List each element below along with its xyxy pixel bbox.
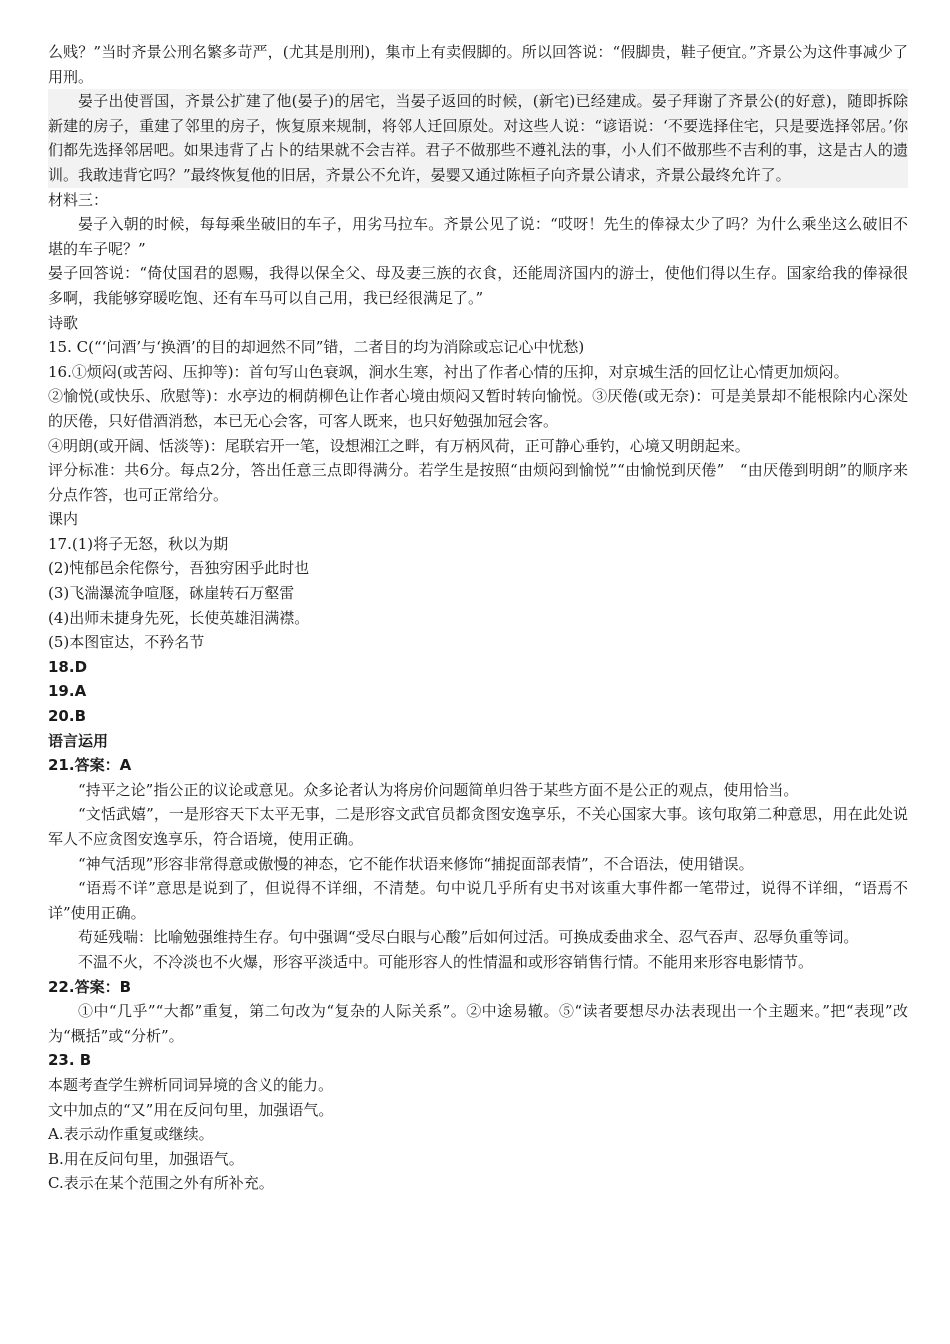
option-c: C.表示在某个范围之外有所补充。	[48, 1174, 274, 1193]
explanation-21-d: “语焉不详”意思是说到了，但说得不详细，不清楚。句中说几乎所有史书对该重大事件都一笔带过，说得不详细，“语焉不详”使用正确。	[48, 879, 908, 922]
answer-18: 18.D	[48, 657, 88, 676]
section-heading-language: 语言运用	[48, 731, 109, 750]
answer-17-5: (5)本图宦达，不矜名节	[48, 633, 205, 652]
paragraph-yanzi-reply: 晏子回答说：“倚仗国君的恩赐，我得以保全父、母及妻三族的衣食，还能周济国内的游士，使他们得以生存。国家给我的俸禄很多啊，我能够穿暖吃饱、还有车马可以自己用，我已经很满足了。”	[48, 264, 908, 307]
explanation-21-e: 苟延残喘：比喻勉强维持生存。句中强调“受尽白眼与心酸”后如何过活。可换成委曲求全、忍气吞声、忍辱负重等词。	[78, 928, 859, 947]
explanation-21-c: “神气活现”形容非常得意或傲慢的神态，它不能作状语来修饰“捕捉面部表情”，不合语法，使用错误。	[78, 854, 754, 873]
answer-19: 19.A	[48, 682, 87, 701]
explanation-23-intro: 本题考查学生辨析同词异境的含义的能力。	[48, 1075, 334, 1094]
answer-20: 20.B	[48, 707, 87, 726]
answer-17-4: (4)出师未捷身先死，长使英雄泪满襟。	[48, 608, 310, 627]
scoring-criteria: 评分标准：共6分。每点2分，答出任意三点即得满分。若学生是按照“由烦闷到愉悦”“由愉悦到厌倦” “由厌倦到明朗”的顺序来分点作答，也可正常给分。	[48, 461, 908, 504]
explanation-23-word: 文中加点的“又”用在反问句里，加强语气。	[48, 1100, 334, 1119]
explanation-21-a: “持平之论”指公正的议论或意见。众多论者认为将房价问题简单归咎于某些方面不是公正的观点，使用恰当。	[78, 780, 799, 799]
answer-16-point-2-3: ②愉悦(或快乐、欣慰等)：水亭边的桐荫柳色让作者心境由烦闷又暂时转向愉悦。③厌倦(或无奈)：可是美景却不能根除内心深处的厌倦，只好借酒消愁，本已无心会客，可客人既来，也只好勉强加冠会客。	[48, 387, 908, 430]
answer-16-point-4: ④明朗(或开阔、恬淡等)：尾联宕开一笔，设想湘江之畔，有万柄风荷，正可静心垂钓，心境又明朗起来。	[48, 436, 750, 455]
explanation-21-b: “文恬武嬉”，一是形容天下太平无事，二是形容文武官员都贪图安逸享乐，不关心国家大事。该句取第二种意思，用在此处说军人不应贪图安逸享乐，符合语境，使用正确。	[48, 805, 908, 848]
paragraph-yanzi-residence: 晏子出使晋国，齐景公扩建了他(晏子)的居宅，当晏子返回的时候，(新宅)已经建成。晏子拜谢了齐景公(的好意)，随即拆除新建的房子，重建了邻里的房子，恢复原来规制，将邻人迁回原处。对这些人说：“谚语说：‘不要选择住宅，只是要选择邻居。’你们都先选择邻居吧。如果违背了占卜的结果就不会吉祥。君子不做那些不遵礼法的事，小人们不做那些不吉利的事，这是古人的遗训。我敢违背它吗？”最终恢复他的旧居，齐景公不允许，晏婴又通过陈桓子向齐景公请求，齐景公最终允许了。	[48, 89, 908, 187]
answer-16-point-1: 16.①烦闷(或苦闷、压抑等)：首句写山色衰飒，涧水生寒，衬出了作者心情的压抑，对京城生活的回忆让心情更加烦闷。	[48, 362, 849, 381]
section-heading-in-class: 课内	[48, 510, 79, 529]
answer-17-2: (2)忳郁邑余侘傺兮，吾独穷困乎此时也	[48, 559, 310, 578]
explanation-22: ①中“几乎”“大都”重复，第二句改为“复杂的人际关系”。②中途易辙。⑤“读者要想尽办法表现出一个主题来。”把“表现”改为“概括”或“分析”。	[48, 1002, 908, 1045]
document-page	[48, 40, 908, 1196]
answer-21-heading: 21.答案：A	[48, 756, 132, 775]
answer-22-heading: 22.答案：B	[48, 977, 132, 996]
answer-17-3: (3)飞湍瀑流争喧豗，砯崖转石万壑雷	[48, 584, 295, 603]
paragraph-continuation: 么贱？”当时齐景公刑名繁多苛严，(尤其是刖刑)，集市上有卖假脚的。所以回答说：“假脚贵，鞋子便宜。”齐景公为这件事减少了用刑。	[48, 43, 908, 86]
section-heading-poetry: 诗歌	[48, 313, 79, 332]
option-a: A.表示动作重复或继续。	[48, 1125, 214, 1144]
paragraph-yanzi-carriage: 晏子入朝的时候，每每乘坐破旧的车子，用劣马拉车。齐景公见了说：“哎呀！先生的俸禄太少了吗？为什么乘坐这么破旧不堪的车子呢？”	[48, 215, 908, 258]
material-three-label: 材料三：	[48, 190, 109, 209]
answer-15: 15. C(“‘问酒’与‘换酒’的目的却迥然不同”错，二者目的均为消除或忘记心中忧愁)	[48, 338, 585, 357]
explanation-21-f: 不温不火，不冷淡也不火爆，形容平淡适中。可能形容人的性情温和或形容销售行情。不能用来形容电影情节。	[78, 952, 814, 971]
answer-17-1: 17.(1)将子无怒，秋以为期	[48, 534, 229, 553]
option-b: B.用在反问句里，加强语气。	[48, 1149, 244, 1168]
answer-23-heading: 23. B	[48, 1051, 92, 1070]
